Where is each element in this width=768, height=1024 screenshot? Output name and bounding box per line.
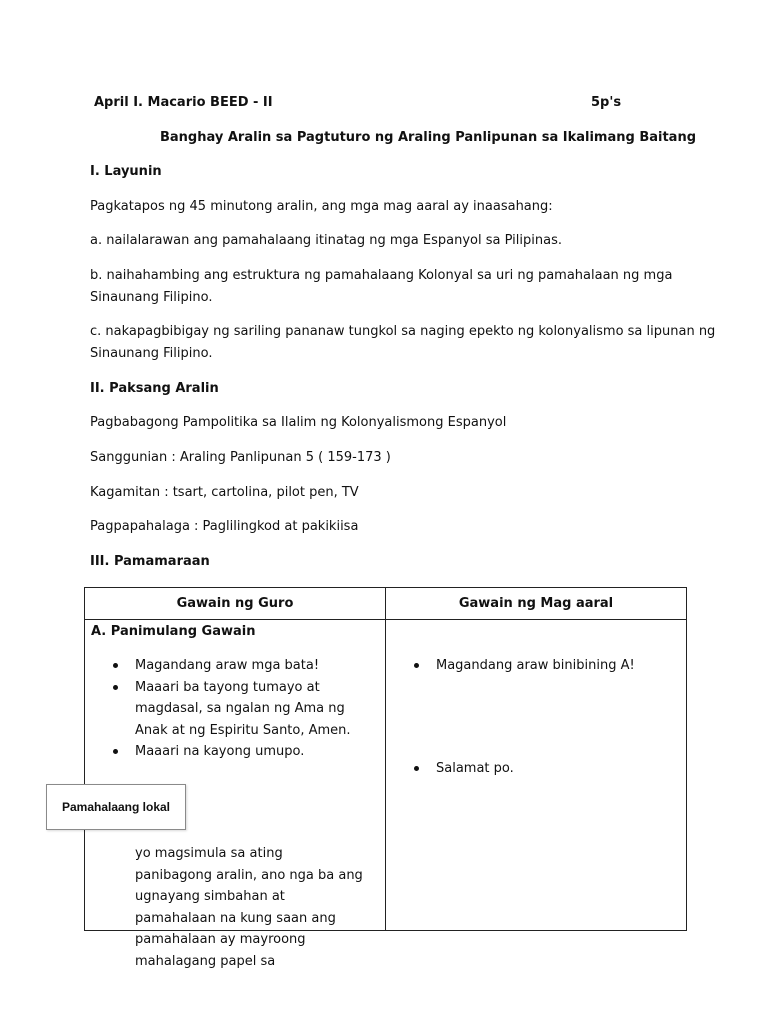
objectives-intro: Pagkatapos ng 45 minutong aralin, ang mga mag aaral ay inaasahang: [90, 199, 553, 214]
teacher-activity-list-continued [113, 843, 363, 972]
teacher-item-text: Maaari ba tayong tumayo at magdasal, sa ngalan ng Ama ng Anak at ng Espiritu Santo, Amen. [135, 679, 351, 738]
lesson-topic: Pagbabagong Pampolitika sa Ilalim ng Kolonyalismong Espanyol [90, 415, 507, 430]
table-row [85, 620, 687, 931]
procedure-table [84, 587, 687, 969]
lesson-reference: Sanggunian : Araling Panlipunan 5 ( 159-173 ) [90, 450, 391, 465]
student-activity-list-second [414, 758, 664, 780]
tooltip-popup [46, 784, 186, 830]
list-item [414, 758, 664, 780]
page-code: 5p's [591, 95, 622, 110]
student-item-text: Magandang araw binibining A! [436, 658, 635, 673]
bullet-icon [113, 663, 118, 668]
author-line: April I. Macario BEED - II [94, 95, 273, 110]
document-title: Banghay Aralin sa Pagtuturo ng Araling Panlipunan sa Ikalimang Baitang [160, 130, 697, 145]
column-header-student: Gawain ng Mag aaral [386, 588, 687, 620]
bullet-icon [414, 663, 419, 668]
objective-b-line2: Sinaunang Filipino. [90, 290, 213, 305]
lesson-values: Pagpapahalaga : Paglilingkod at pakikiisa [90, 519, 359, 534]
tooltip-label: Pamahalaang lokal [61, 800, 171, 814]
teacher-item-text: yo magsimula sa ating panibagong aralin, ano nga ba ang ugnayang simbahan at pamahalaan na kung saan ang pamahalaan ay mayroong mahalagang papel sa [135, 846, 363, 969]
lesson-materials: Kagamitan : tsart, cartolina, pilot pen, TV [90, 485, 359, 500]
bullet-icon [113, 749, 118, 754]
section-heading-pamamaraan: III. Pamamaraan [90, 554, 210, 569]
table-header-row [85, 588, 687, 620]
objective-c-line1: c. nakapagbibigay ng sariling pananaw tungkol sa naging epekto ng kolonyalismo sa lipunan ng [90, 324, 716, 339]
teacher-item-text: Maaari na kayong umupo. [135, 744, 305, 759]
student-activity-cell [386, 620, 687, 931]
list-item [414, 655, 664, 677]
column-header-teacher: Gawain ng Guro [85, 588, 386, 620]
teacher-activity-cell [85, 620, 386, 969]
activity-subheading: A. Panimulang Gawain [91, 624, 256, 639]
list-item [113, 655, 363, 677]
student-item-text: Salamat po. [436, 761, 514, 776]
bullet-icon [113, 685, 118, 690]
list-item [113, 843, 363, 972]
objective-b-line1: b. naihahambing ang estruktura ng pamahalaang Kolonyal sa uri ng pamahalaan ng mga [90, 268, 673, 283]
section-heading-paksang-aralin: II. Paksang Aralin [90, 381, 219, 396]
teacher-item-text: Magandang araw mga bata! [135, 658, 320, 673]
bullet-icon [414, 766, 419, 771]
objective-c-line2: Sinaunang Filipino. [90, 346, 213, 361]
objective-a: a. nailalarawan ang pamahalaang itinatag ng mga Espanyol sa Pilipinas. [90, 233, 562, 248]
student-activity-list [414, 655, 664, 677]
list-item [113, 741, 363, 763]
teacher-activity-list [113, 655, 363, 763]
list-item [113, 677, 363, 742]
section-heading-layunin: I. Layunin [90, 164, 162, 179]
